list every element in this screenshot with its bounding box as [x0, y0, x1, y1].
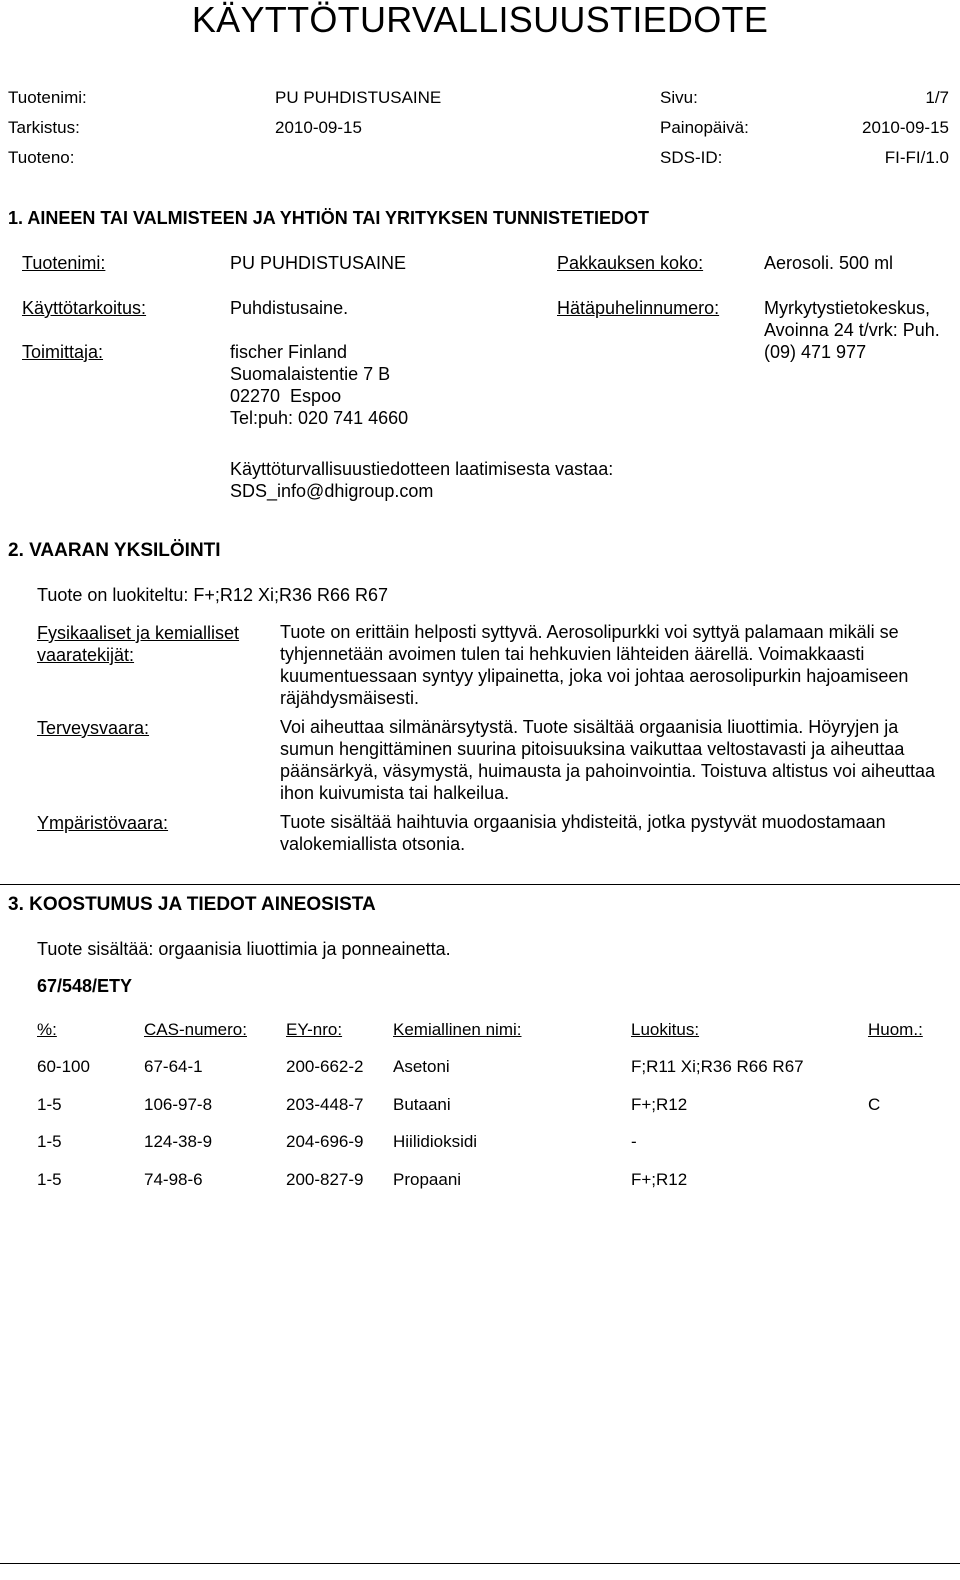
s1-emergency-line2: Avoinna 24 t/vrk: Puh.	[764, 320, 940, 340]
table-cell-classification: -	[631, 1132, 637, 1151]
s3-directive: 67/548/ETY	[37, 976, 133, 996]
s3-col-cas: CAS-numero:	[144, 1020, 247, 1039]
footer-divider	[0, 1563, 960, 1564]
header-product-name-label: Tuotenimi:	[8, 88, 87, 107]
document-title: KÄYTTÖTURVALLISUUSTIEDOTE	[191, 0, 769, 40]
header-revision-value: 2010-09-15	[275, 118, 362, 137]
s2-physical-label-line2: vaaratekijät:	[37, 645, 135, 665]
s1-usage-label: Käyttötarkoitus:	[22, 298, 147, 318]
s3-intro: Tuote sisältää: orgaanisia liuottimia ja ponneainetta.	[37, 939, 451, 959]
table-cell-chem-name: Asetoni	[393, 1057, 450, 1076]
s1-emergency-line3: (09) 471 977	[764, 342, 867, 362]
s1-supplier-line1: fischer Finland	[230, 342, 348, 362]
s1-supplier-line4: Tel:puh: 020 741 4660	[230, 408, 409, 428]
header-sds-id-value: FI-FI/1.0	[884, 148, 949, 167]
header-page-label: Sivu:	[660, 88, 698, 107]
table-cell-cas: 124-38-9	[144, 1132, 213, 1151]
s2-health-label: Terveysvaara:	[37, 718, 150, 738]
s1-responsible-email: SDS_info@dhigroup.com	[230, 481, 434, 501]
s1-usage-value: Puhdistusaine.	[230, 298, 349, 318]
s3-col-percent: %:	[37, 1020, 57, 1039]
header-page-value: 1/7	[925, 88, 949, 107]
section-divider	[0, 884, 960, 885]
table-cell-classification: F+;R12	[631, 1170, 688, 1189]
header-sds-id-label: SDS-ID:	[660, 148, 723, 167]
table-cell-percent: 1-5	[37, 1095, 62, 1114]
header-revision-label: Tarkistus:	[8, 118, 80, 137]
table-cell-classification: F+;R12	[631, 1095, 688, 1114]
table-cell-note: C	[868, 1095, 881, 1114]
section2-heading: 2. VAARAN YKSILÖINTI	[8, 540, 221, 561]
s1-supplier-line2: Suomalaistentie 7 B	[230, 364, 391, 384]
s2-classification: Tuote on luokiteltu: F+;R12 Xi;R36 R66 R67	[37, 585, 389, 605]
header-print-date-value: 2010-09-15	[862, 118, 949, 137]
table-cell-percent: 1-5	[37, 1132, 62, 1151]
s1-pack-size-label: Pakkauksen koko:	[557, 253, 704, 273]
table-cell-chem-name: Propaani	[393, 1170, 462, 1189]
header-print-date-label: Painopäivä:	[660, 118, 749, 137]
s3-col-chem-name: Kemiallinen nimi:	[393, 1020, 522, 1039]
s1-emergency-line1: Myrkytystietokeskus,	[764, 298, 931, 318]
section3-heading: 3. KOOSTUMUS JA TIEDOT AINEOSISTA	[8, 894, 376, 915]
s1-supplier-line3: 02270 Espoo	[230, 386, 342, 406]
table-cell-chem-name: Hiilidioksidi	[393, 1132, 478, 1151]
table-cell-ec: 204-696-9	[286, 1132, 364, 1151]
header-product-no-label: Tuoteno:	[8, 148, 75, 167]
s1-product-name-value: PU PUHDISTUSAINE	[230, 253, 407, 273]
table-cell-cas: 67-64-1	[144, 1057, 203, 1076]
section1-heading: 1. AINEEN TAI VALMISTEEN JA YHTIÖN TAI YRITYKSEN TUNNISTETIEDOT	[8, 208, 650, 228]
header-product-name-value: PU PUHDISTUSAINE	[275, 88, 442, 107]
table-cell-ec: 203-448-7	[286, 1095, 364, 1114]
s2-health-text: Voi aiheuttaa silmänärsytystä. Tuote sisältää orgaanisia liuottimia. Höyryjen ja sumun hengittäminen suurina pitoisuuksina vaikuttaa veltostavasti ja aiheuttaa päänsärkyä, väsymystä, huimausta ja pahoinvointia. Toistuva altistus voi aiheuttaa ihon kuivumista tai halkeilua.	[280, 717, 936, 803]
table-cell-ec: 200-662-2	[286, 1057, 364, 1076]
s2-physical-text: Tuote on erittäin helposti syttyvä. Aerosolipurkki voi syttyä palamaan mikäli se tyhjennetään avoimen tulen tai hehkuvien lähteiden äärellä. Voimakkaasti kuumentuessaan syntyy ylipainetta, joka voi johtaa aerosolipurkin hajoamiseen räjähdysmäisesti.	[280, 622, 909, 708]
table-cell-percent: 1-5	[37, 1170, 62, 1189]
table-cell-cas: 106-97-8	[144, 1095, 213, 1114]
s1-supplier-label: Toimittaja:	[22, 342, 104, 362]
table-cell-classification: F;R11 Xi;R36 R66 R67	[631, 1057, 804, 1076]
s2-physical-label-line1: Fysikaaliset ja kemialliset	[37, 623, 240, 643]
s1-product-name-label: Tuotenimi:	[22, 253, 106, 273]
s2-env-text: Tuote sisältää haihtuvia orgaanisia yhdisteitä, jotka pystyvät muodostamaan valokemiallista otsonia.	[280, 812, 886, 854]
s1-emergency-label: Hätäpuhelinnumero:	[557, 298, 720, 318]
table-cell-ec: 200-827-9	[286, 1170, 364, 1189]
s2-env-label: Ympäristövaara:	[37, 813, 169, 833]
s3-col-note: Huom.:	[868, 1020, 923, 1039]
s1-responsible-line1: Käyttöturvallisuustiedotteen laatimisesta vastaa:	[230, 459, 614, 479]
table-cell-percent: 60-100	[37, 1057, 90, 1076]
table-cell-chem-name: Butaani	[393, 1095, 451, 1114]
s1-pack-size-value: Aerosoli. 500 ml	[764, 253, 894, 273]
s3-col-ec: EY-nro:	[286, 1020, 343, 1039]
s3-col-classification: Luokitus:	[631, 1020, 700, 1039]
table-cell-cas: 74-98-6	[144, 1170, 203, 1189]
